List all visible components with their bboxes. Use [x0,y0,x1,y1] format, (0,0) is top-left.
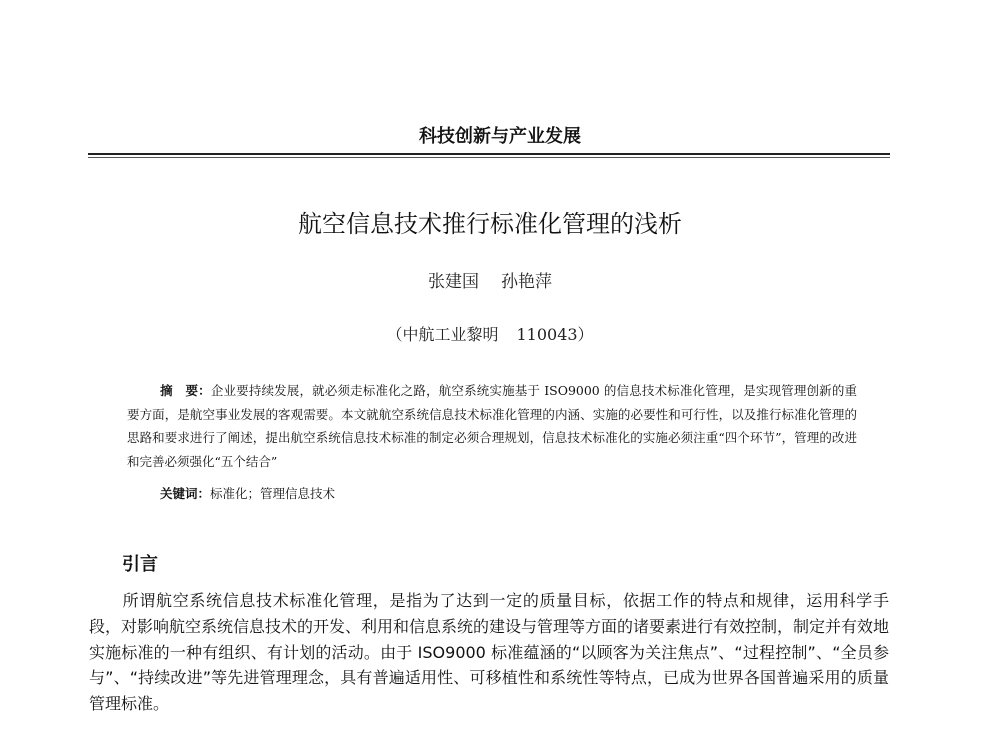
author-affiliation [0,322,980,345]
introduction-text: 所谓航空系统信息技术标准化管理，是指为了达到一定的质量目标，依据工作的特点和规律，运用科学手段，对影响航空系统信息技术的开发、利用和信息系统的建设与管理等方面的诸要素进行有效控制，制定并有效地实施标准的一种有组织、有计划的活动。由于 ISO9000 标准蕴涵的“以顾客为关注焦点”、“过程控制”、“全员参与”、“持续改进”等先进管理理念，具有普遍适用性、可移植性和系统性等特点，已成为世界各国普遍采用的质量管理标准。 [89,591,890,714]
abstract-label: 摘 要： [160,383,211,398]
keywords-text: 标准化；管理信息技术 [210,486,336,501]
affiliation-postcode: 110043 [516,325,578,344]
affiliation-open-paren: （ [386,325,403,344]
affiliation-org: 中航工业黎明 [402,325,499,344]
introduction-paragraph [89,588,889,717]
article-title: 航空信息技术推行标准化管理的浅析 [298,210,682,238]
header-rule-thick [88,153,890,155]
keywords [160,484,335,502]
abstract [127,379,857,473]
header-double-rule [88,153,890,158]
author-name: 孙艳萍 [501,272,552,292]
introduction-heading: 引言 [122,554,158,575]
author-name: 张建国 [428,272,479,292]
author-list [0,267,980,292]
abstract-text: 企业要持续发展，就必须走标准化之路，航空系统实施基于 ISO9000 的信息技术标准化管理，是实现管理创新的重要方面，是航空事业发展的客观需要。本文就航空系统信息技术标准化管理的内涵、实施的必要性和可行性，以及推行标准化管理的思路和要求进行了阐述，提出航空系统信息技术标准的制定必须合理规划，信息技术标准化的实施必须注重“四个环节”，管理的改进和完善必须强化“五个结合” [127,383,857,469]
affiliation-close-paren: ） [577,325,594,344]
keywords-label: 关键词： [160,486,211,501]
header-rule-thin [88,157,890,158]
section-header: 科技创新与产业发展 [419,126,581,147]
